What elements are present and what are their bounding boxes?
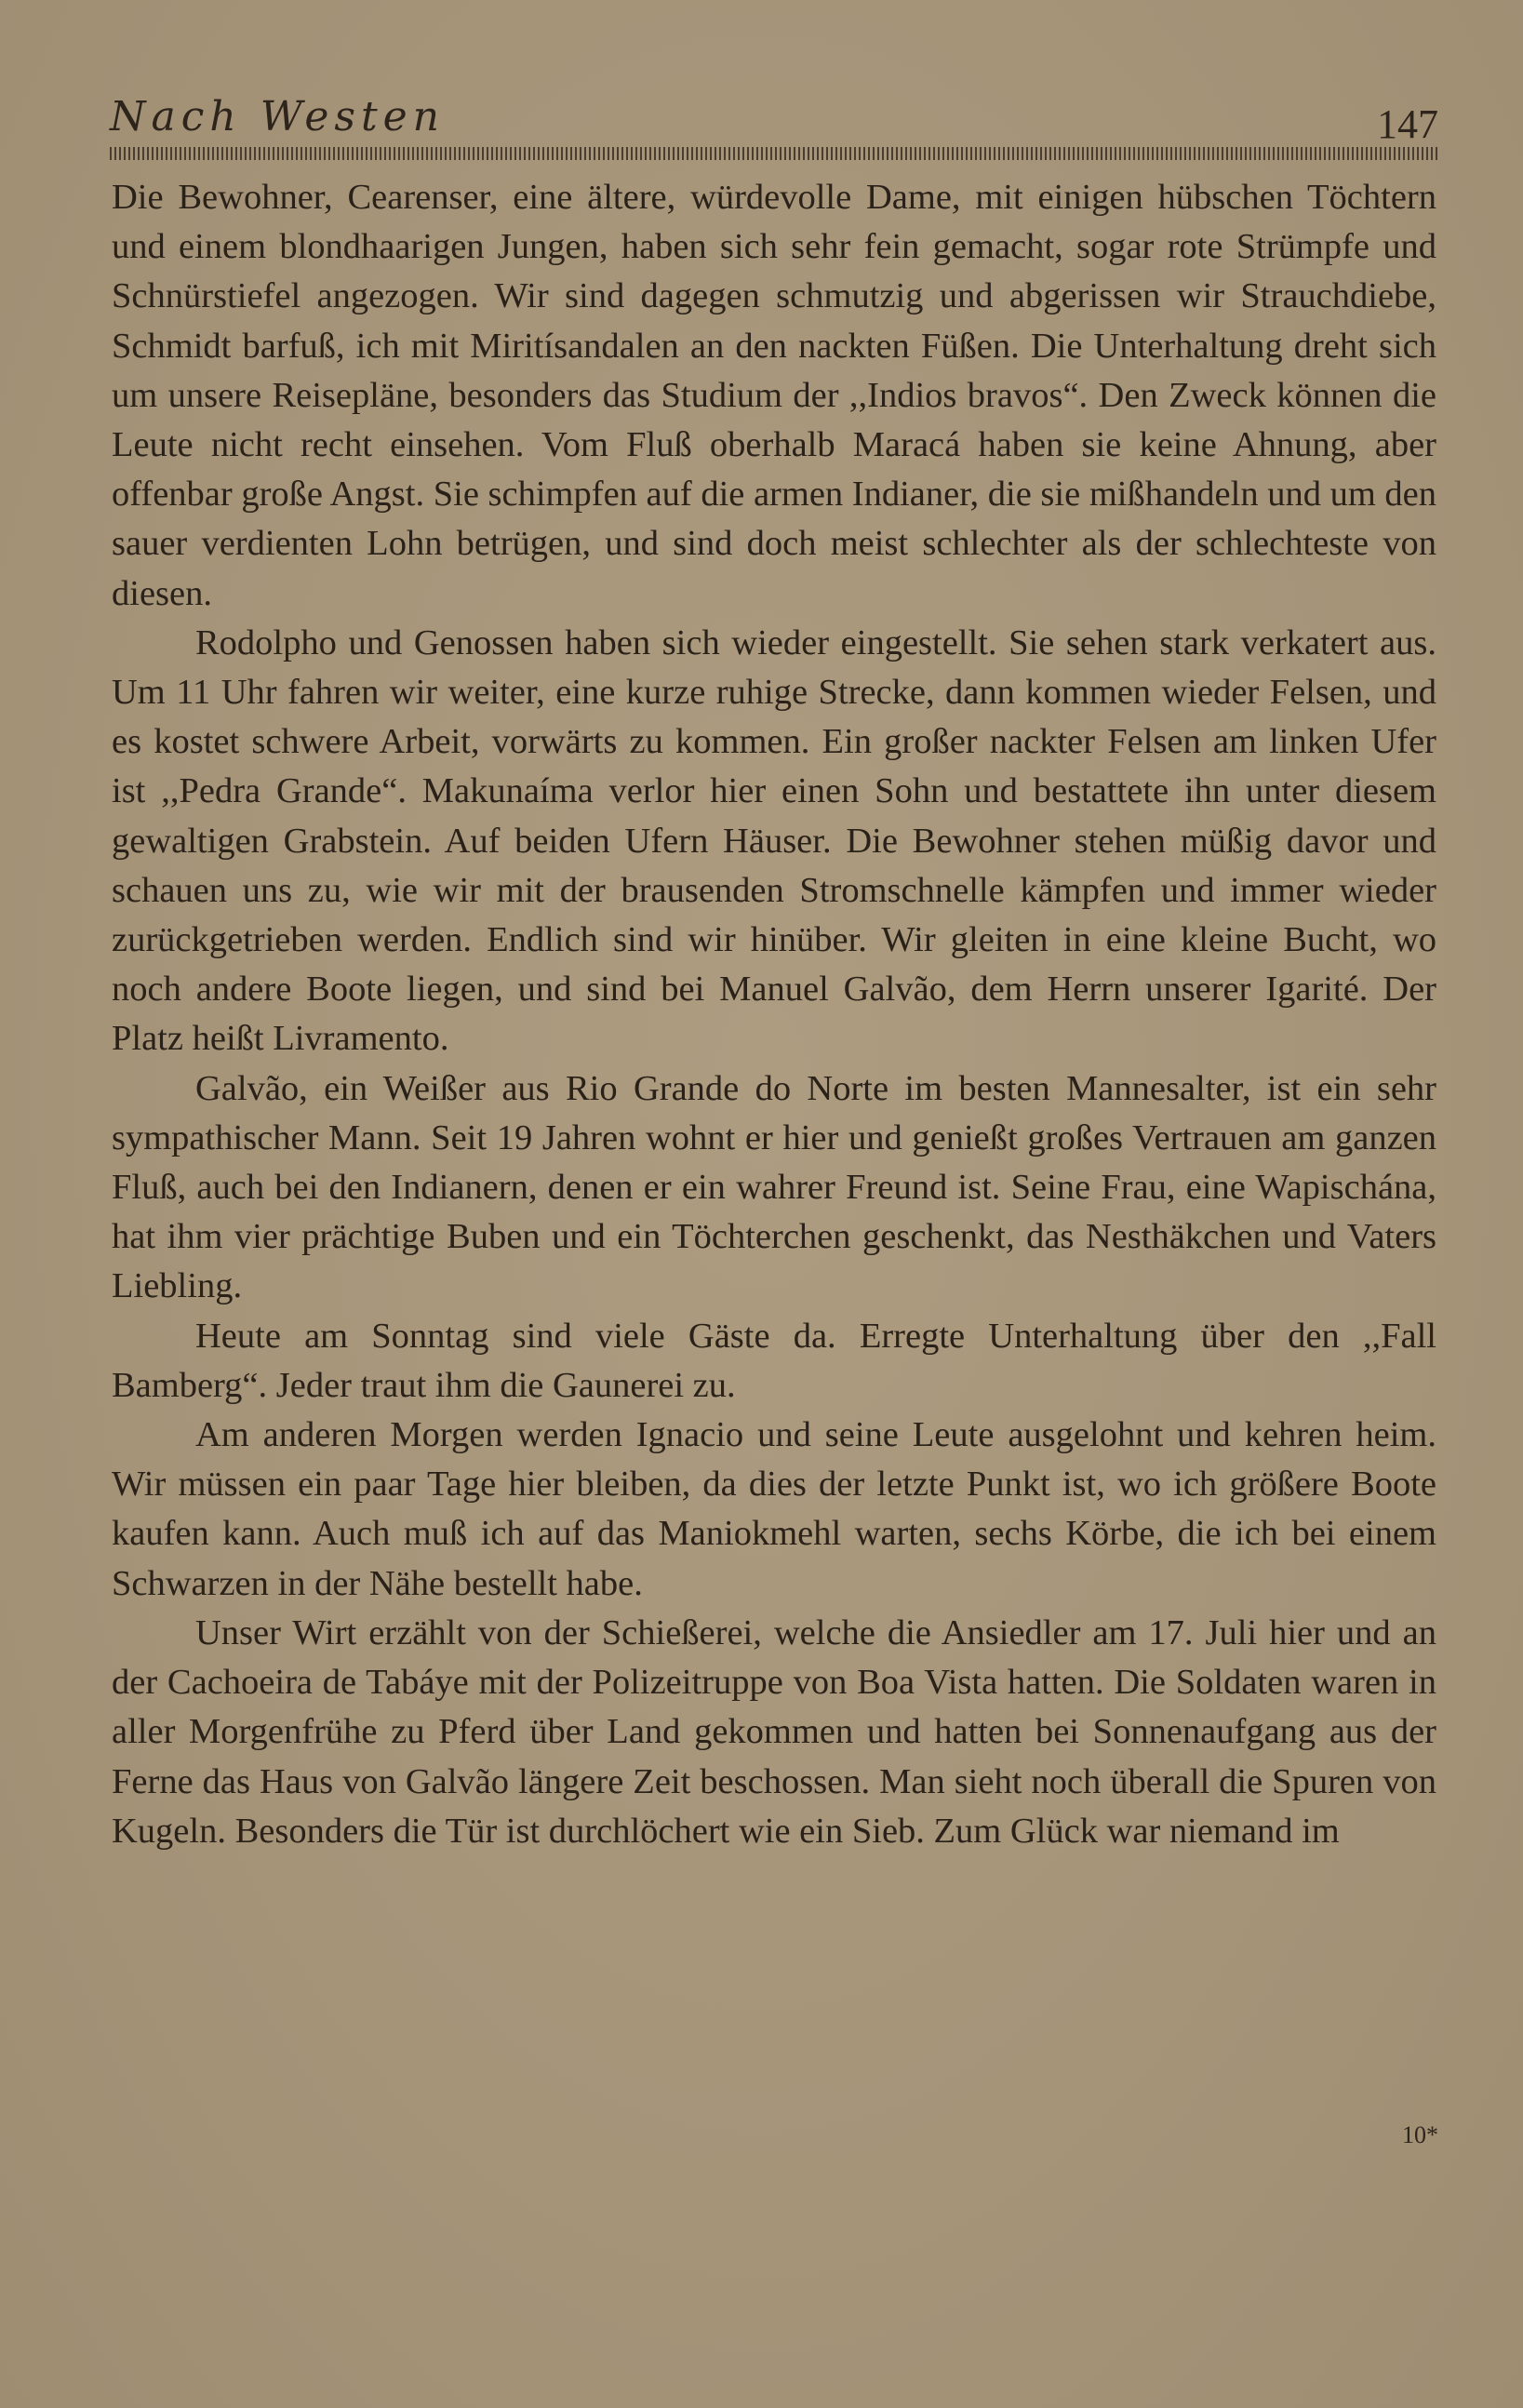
header-rule	[110, 147, 1438, 160]
page-number: 147	[1377, 101, 1438, 147]
paragraph-2: Rodolpho und Genossen haben sich wieder eingestellt. Sie sehen stark verkatert aus. Um 11 Uhr fahren wir weiter, eine kurze ruhige Strecke, dann kommen wieder Felsen, und es kostet schwere Arbeit, vorwärts zu kommen. Ein großer nackter Felsen am linken Ufer ist ,,Pedra Grande“. Makunaíma verlor hier einen Sohn und bestattete ihn unter diesem gewaltigen Grabstein. Auf beiden Ufern Häuser. Die Bewohner stehen müßig davor und schauen uns zu, wie wir mit der brausenden Stromschnelle kämpfen und immer wieder zurückgetrieben werden. Endlich sind wir hinüber. Wir gleiten in eine kleine Bucht, wo noch andere Boote liegen, und sind bei Manuel Galvão, dem Herrn unserer Igarité. Der Platz heißt Livramento.	[112, 622, 1436, 1059]
paragraph-3: Galvão, ein Weißer aus Rio Grande do Norte im besten Mannesalter, ist ein sehr sympathischer Mann. Seit 19 Jahren wohnt er hier und genießt großes Vertrauen am ganzen Fluß, auch bei den Indianern, denen er ein wahrer Freund ist. Seine Frau, eine Wapischána, hat ihm vier prächtige Buben und ein Töchterchen geschenkt, das Nesthäkchen und Vaters Liebling.	[112, 1068, 1436, 1306]
paragraph-5: Am anderen Morgen werden Ignacio und seine Leute ausgelohnt und kehren heim. Wir müssen ein paar Tage hier bleiben, da dies der letzte Punkt ist, wo ich größere Boote kaufen kann. Auch muß ich auf das Maniokmehl warten, sechs Körbe, die ich bei einem Schwarzen in der Nähe bestellt habe.	[112, 1415, 1436, 1603]
running-title: Nach Westen	[110, 93, 446, 140]
page-header	[110, 93, 1438, 149]
signature-mark: 10*	[1402, 2121, 1438, 2148]
body-text	[112, 173, 1436, 1856]
paragraph-4: Heute am Sonntag sind viele Gäste da. Erregte Unterhaltung über den ,,Fall Bamberg“. Jeder traut ihm die Gaunerei zu.	[112, 1316, 1436, 1405]
paragraph-1: Die Bewohner, Cearenser, eine ältere, würdevolle Dame, mit einigen hübschen Töchtern und einem blondhaarigen Jungen, haben sich sehr fein gemacht, sogar rote Strümpfe und Schnürstiefel angezogen. Wir sind dagegen schmutzig und abgerissen wir Strauchdiebe, Schmidt barfuß, ich mit Miritísandalen an den nackten Füßen. Die Unterhaltung dreht sich um unsere Reisepläne, besonders das Studium der ,,Indios bravos“. Den Zweck können die Leute nicht recht einsehen. Vom Fluß oberhalb Maracá haben sie keine Ahnung, aber offenbar große Angst. Sie schimpfen auf die armen Indianer, die sie mißhandeln und um den sauer verdienten Lohn betrügen, und sind doch meist schlechter als der schlechteste von diesen.	[112, 178, 1436, 613]
paragraph-6: Unser Wirt erzählt von der Schießerei, welche die Ansiedler am 17. Juli hier und an der Cachoeira de Tabáye mit der Polizeitruppe von Boa Vista hatten. Die Soldaten waren in aller Morgenfrühe zu Pferd über Land gekommen und hatten bei Sonnenaufgang aus der Ferne das Haus von Galvão längere Zeit beschossen. Man sieht noch überall die Spuren von Kugeln. Besonders die Tür ist durchlöchert wie ein Sieb. Zum Glück war niemand im	[112, 1612, 1436, 1851]
